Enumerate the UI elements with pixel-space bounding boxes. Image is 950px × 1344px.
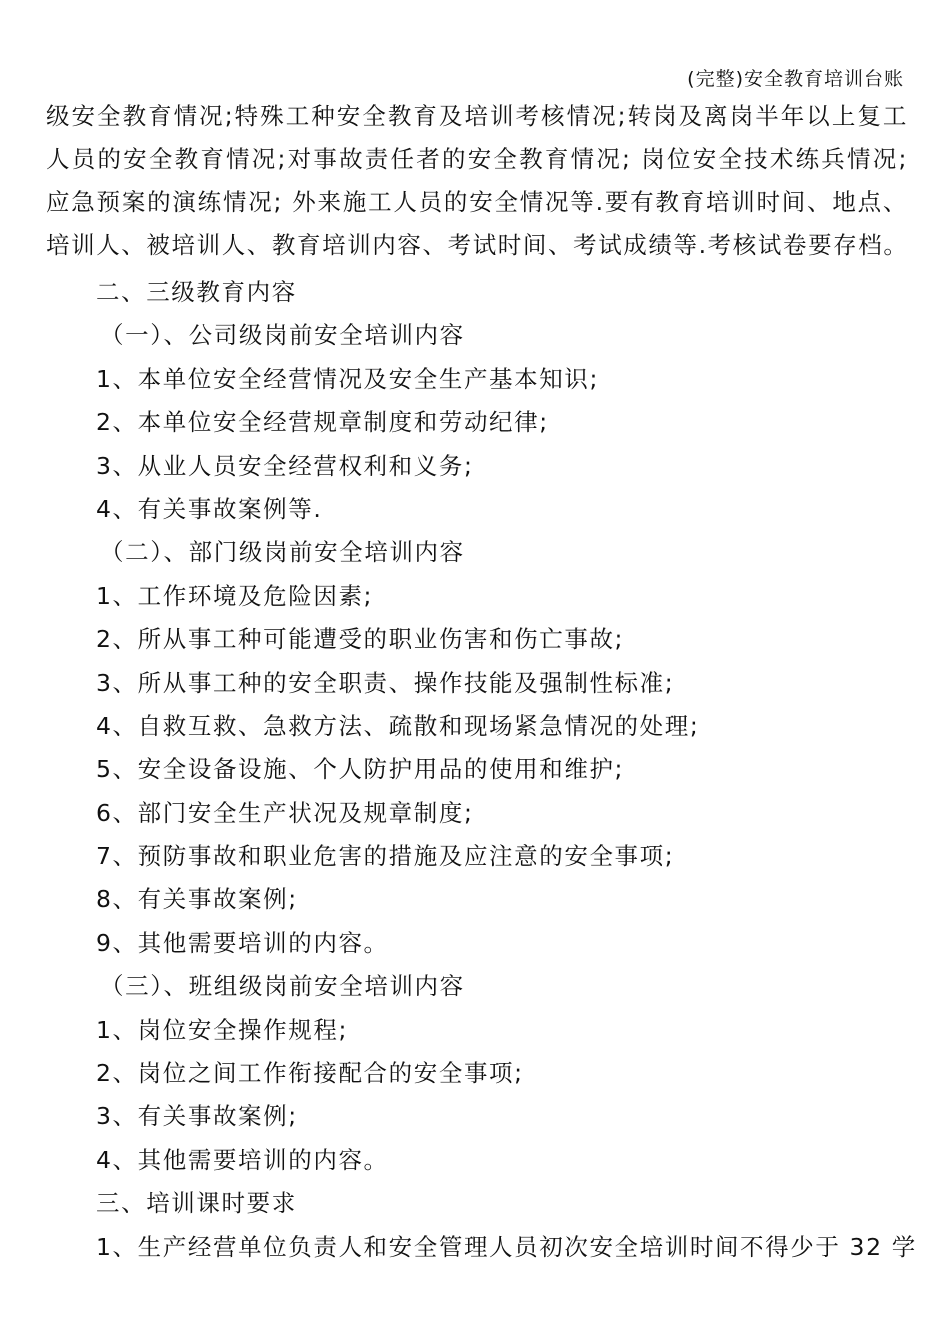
subsection-heading: （一）、公司级岗前安全培训内容: [100, 321, 465, 350]
intro-paragraph: [46, 95, 908, 267]
list-item: 4、其他需要培训的内容。: [96, 1145, 389, 1174]
list-item: 1、工作环境及危险因素;: [96, 581, 374, 610]
section-heading: 三、培训课时要求: [96, 1189, 297, 1218]
list-item: 2、岗位之间工作衔接配合的安全事项;: [96, 1059, 524, 1088]
list-item: 9、其他需要培训的内容。: [96, 928, 389, 957]
list-item: 8、有关事故案例;: [96, 885, 298, 914]
list-item: 5、安全设备设施、个人防护用品的使用和维护;: [96, 755, 625, 784]
list-item: 3、所从事工种的安全职责、操作技能及强制性标准;: [96, 668, 675, 697]
intro-line: 应急预案的演练情况; 外来施工人员的安全情况等.要有教育培训时间、地点、: [46, 188, 908, 216]
running-header: (完整)安全教育培训台账: [687, 68, 904, 90]
list-item: 3、有关事故案例;: [96, 1102, 298, 1131]
list-item: 1、岗位安全操作规程;: [96, 1015, 348, 1044]
subsection-heading: （二）、部门级岗前安全培训内容: [100, 538, 465, 567]
subsection-heading: （三）、班组级岗前安全培训内容: [100, 972, 465, 1001]
list-item: 7、预防事故和职业危害的措施及应注意的安全事项;: [96, 842, 675, 871]
intro-line: 级安全教育情况;特殊工种安全教育及培训考核情况;转岗及离岗半年以上复工: [46, 102, 908, 130]
intro-line: 培训人、被培训人、教育培训内容、考试时间、考试成绩等.考核试卷要存档。: [46, 231, 909, 259]
list-item: 2、本单位安全经营规章制度和劳动纪律;: [96, 408, 549, 437]
intro-line: 人员的安全教育情况;对事故责任者的安全教育情况; 岗位安全技术练兵情况;: [46, 145, 908, 173]
list-item: 6、部门安全生产状况及规章制度;: [96, 798, 474, 827]
list-item: 1、生产经营单位负责人和安全管理人员初次安全培训时间不得少于 32 学: [96, 1232, 917, 1261]
list-item: 2、所从事工种可能遭受的职业伤害和伤亡事故;: [96, 625, 625, 654]
document-body: [0, 271, 950, 1269]
list-item: 3、从业人员安全经营权利和义务;: [96, 451, 474, 480]
list-item: 1、本单位安全经营情况及安全生产基本知识;: [96, 364, 599, 393]
list-item: 4、有关事故案例等.: [96, 494, 323, 523]
list-item: 4、自救互救、急救方法、疏散和现场紧急情况的处理;: [96, 711, 700, 740]
section-heading: 二、三级教育内容: [96, 278, 297, 306]
